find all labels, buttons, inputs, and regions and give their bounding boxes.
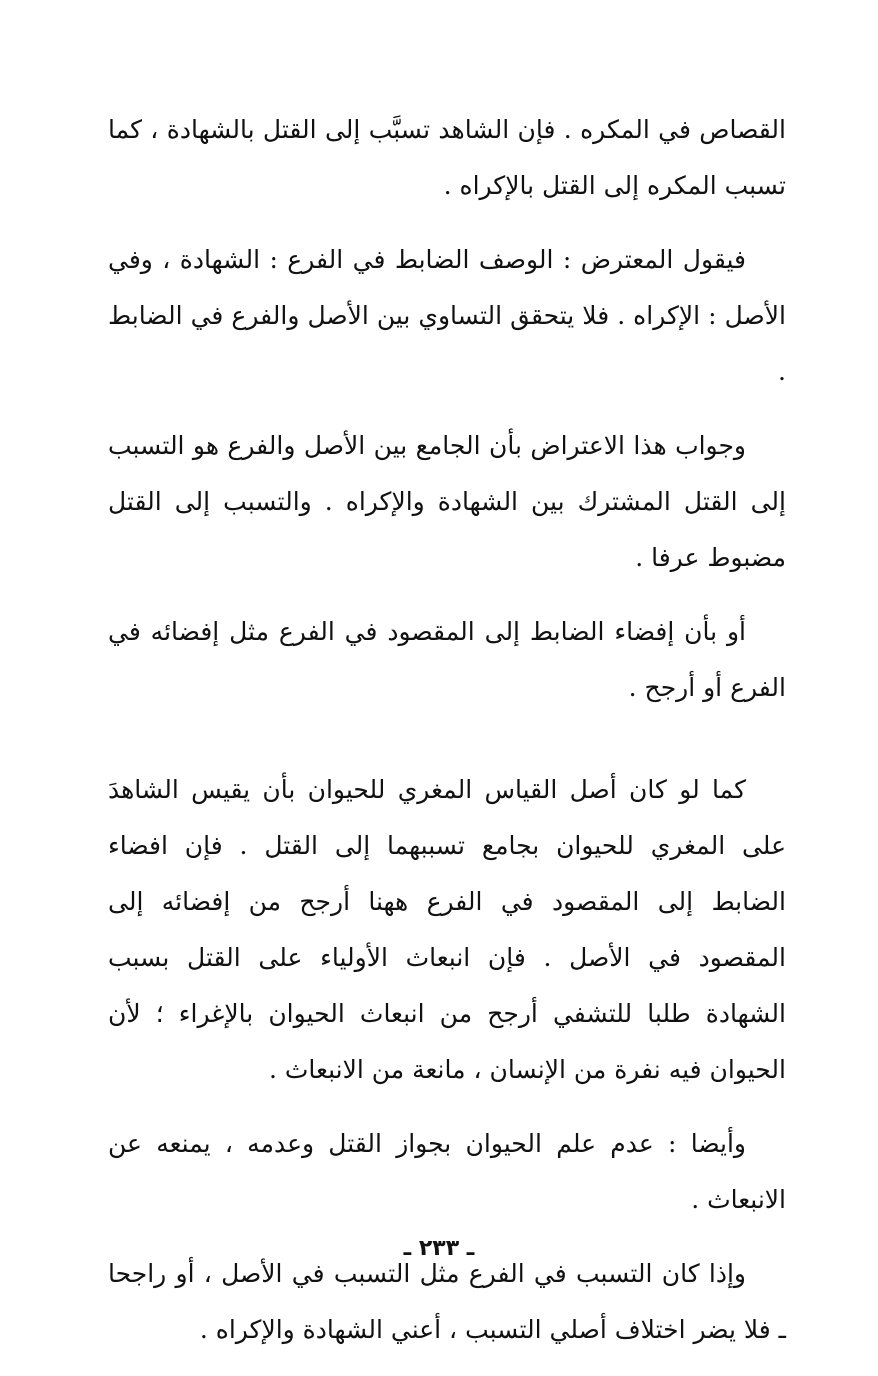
- paragraph-alternative-answer: أو بأن إفضاء الضابط إلى المقصود في الفرع مثل إفضائه في الفرع أو أرجح .: [108, 617, 786, 702]
- page-number: ـ ٢٣٣ ـ: [403, 1236, 475, 1261]
- paragraph-also: وأيضا : عدم علم الحيوان بجواز القتل وعدمه ، يمنعه عن الانبعاث .: [108, 1129, 786, 1214]
- paragraph-objection: فيقول المعترض : الوصف الضابط في الفرع : الشهادة ، وفي الأصل : الإكراه . فلا يتحقق التساوي بين الأصل والفرع في الضابط .: [108, 245, 786, 386]
- paragraph-answer: وجواب هذا الاعتراض بأن الجامع بين الأصل والفرع هو التسبب إلى القتل المشترك بين الشهادة والإكراه . والتسبب إلى القتل مضبوط عرفا .: [108, 431, 786, 572]
- paragraph-example: كما لو كان أصل القياس المغري للحيوان بأن يقيس الشاهدَ على المغري للحيوان بجامع تسببهما إلى القتل . فإن افضاء الضابط إلى المقصود في الفرع ههنا أرجح من إفضائه إلى المقصود في الأصل . فإن انبعاث الأولياء على القتل بسبب الشهادة طلبا للتشفي أرجح من انبعاث الحيوان بالإغراء ؛ لأن الحيوان فيه نفرة من الإنسان ، مانعة من الانبعاث .: [108, 775, 786, 1084]
- paragraph-conclusion: وإذا كان التسبب في الفرع مثل التسبب في الأصل ، أو راجحا ـ فلا يضر اختلاف أصلي التسبب ، أعني الشهادة والإكراه .: [108, 1259, 786, 1344]
- body-text: [108, 102, 786, 1376]
- paragraph-continuation: القصاص في المكره . فإن الشاهد تسبَّب إلى القتل بالشهادة ، كما تسبب المكره إلى القتل بالإكراه .: [108, 115, 786, 200]
